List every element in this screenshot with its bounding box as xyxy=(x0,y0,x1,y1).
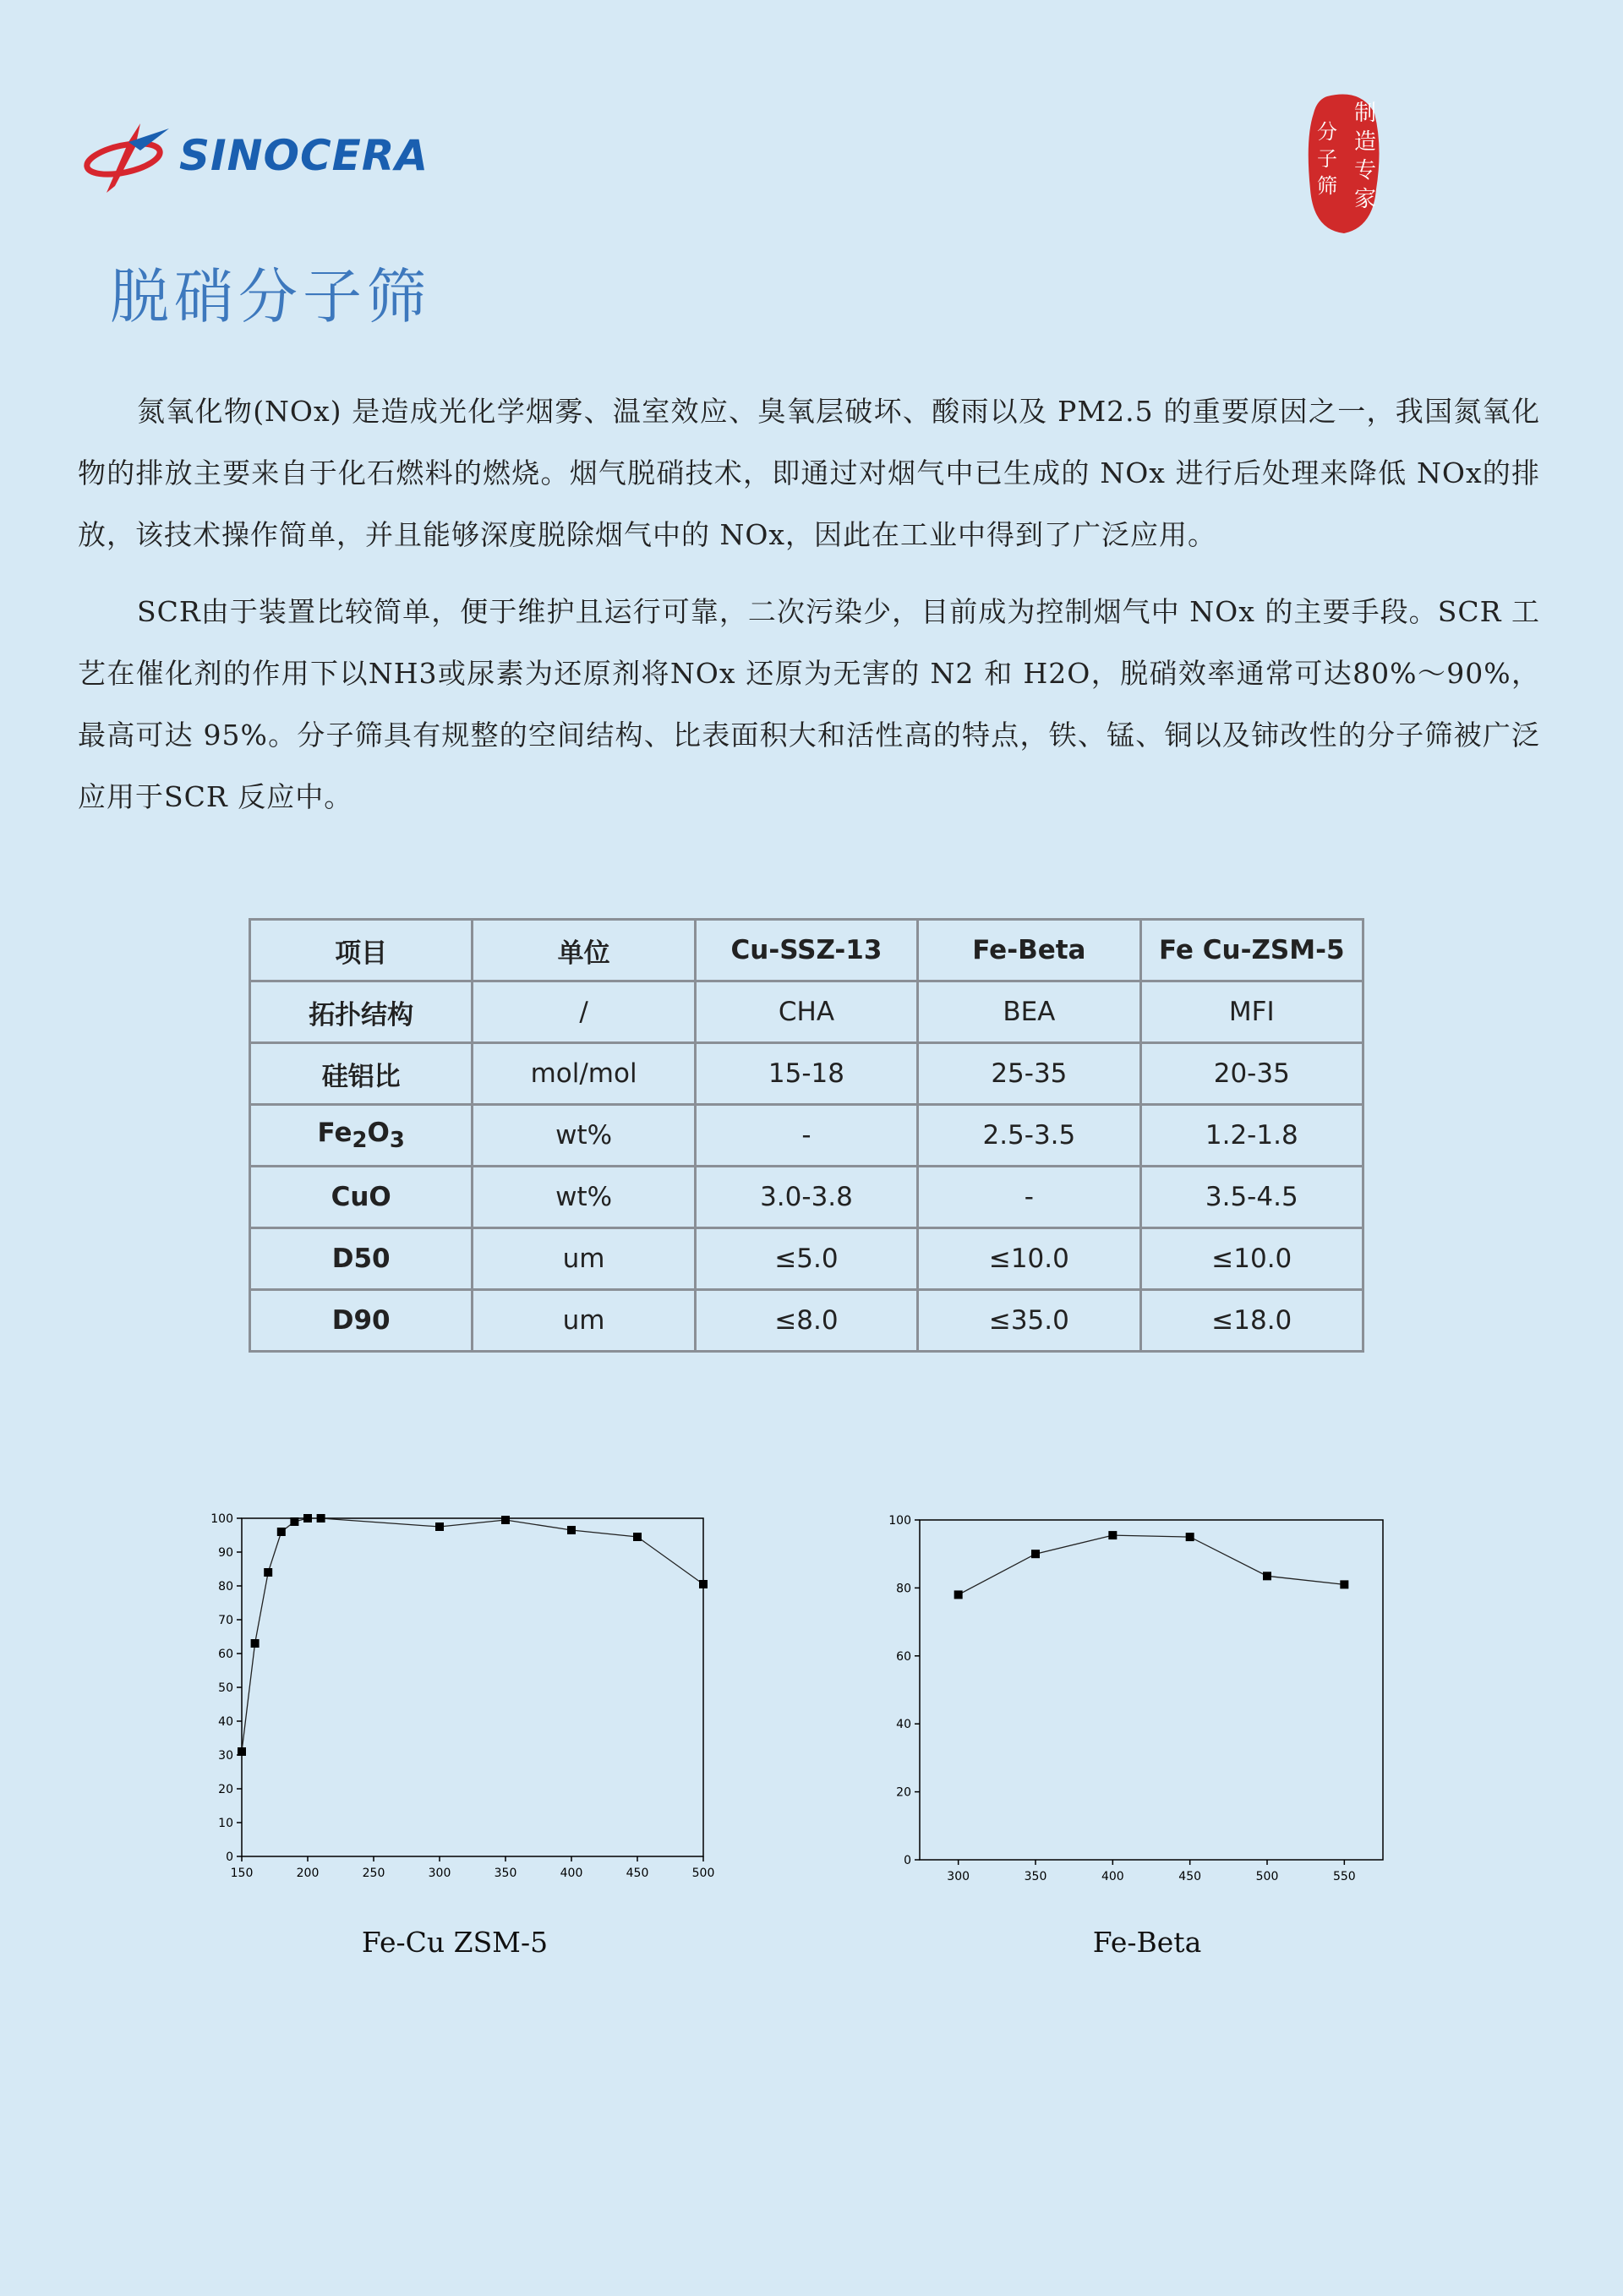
data-point xyxy=(303,1514,312,1522)
x-tick-label: 150 xyxy=(230,1867,254,1880)
table-cell: - xyxy=(695,1105,917,1167)
data-point xyxy=(567,1526,576,1534)
table-cell: 25-35 xyxy=(918,1043,1140,1105)
table-row-header: 硅铝比 xyxy=(250,1043,473,1105)
svg-text:专: 专 xyxy=(1354,158,1377,183)
table-cell: ≤5.0 xyxy=(695,1228,917,1290)
plot-frame xyxy=(920,1520,1383,1860)
table-cell: CHA xyxy=(695,981,917,1043)
y-tick-label: 30 xyxy=(218,1749,233,1763)
y-tick-label: 10 xyxy=(218,1817,233,1830)
table-header-cell: 单位 xyxy=(473,920,695,981)
y-tick-label: 100 xyxy=(888,1514,911,1528)
y-tick-label: 20 xyxy=(896,1785,911,1800)
x-tick-label: 350 xyxy=(494,1867,517,1880)
svg-text:造: 造 xyxy=(1354,129,1377,155)
table-cell: ≤10.0 xyxy=(1140,1228,1363,1290)
data-point xyxy=(264,1568,272,1577)
table-row xyxy=(250,1043,1363,1105)
table-cell: BEA xyxy=(918,981,1140,1043)
table-row-header: $Fe_2O_3$ xyxy=(250,1105,473,1167)
table-cell: 1.2-1.8 xyxy=(1140,1105,1363,1167)
logo-mark-icon xyxy=(81,117,174,194)
data-point xyxy=(501,1516,510,1524)
data-point xyxy=(238,1747,246,1756)
chart-caption-fe-beta: Fe-Beta xyxy=(1092,1926,1202,1959)
y-tick-label: 0 xyxy=(226,1850,233,1864)
spec-table xyxy=(249,918,1364,1353)
table-row xyxy=(250,1228,1363,1290)
x-tick-label: 450 xyxy=(1178,1870,1202,1883)
y-tick-label: 70 xyxy=(218,1614,233,1627)
data-point xyxy=(435,1522,444,1531)
data-point xyxy=(1031,1550,1040,1558)
svg-text:子: 子 xyxy=(1317,147,1337,171)
table-cell: / xyxy=(473,981,695,1043)
table-cell: ≤18.0 xyxy=(1140,1290,1363,1352)
x-tick-label: 400 xyxy=(560,1867,583,1880)
y-tick-label: 80 xyxy=(218,1580,233,1594)
table-row-header: CuO xyxy=(250,1167,473,1228)
table-cell: ≤35.0 xyxy=(918,1290,1140,1352)
chart-caption-fe-cu-zsm5: Fe-Cu ZSM-5 xyxy=(361,1926,549,1959)
table-row-header: 拓扑结构 xyxy=(250,981,473,1043)
sinocera-logo xyxy=(81,117,429,194)
table-header-cell: 项目 xyxy=(250,920,473,981)
intro-paragraph-1: 氮氧化物(NOx) 是造成光化学烟雾、温室效应、臭氧层破坏、酸雨以及 PM2.5 的重要原因之一，我国氮氧化物的排放主要来自于化石燃料的燃烧。烟气脱硝技术，即通过对烟气中已生成的 NOx 进行后处理来降低 NOx的排放，该技术操作简单，并且能够深度脱除烟气中的 NOx，因此在工业中得到了广泛应用。 xyxy=(78,395,1540,551)
x-tick-label: 550 xyxy=(1332,1870,1356,1883)
y-tick-label: 0 xyxy=(904,1854,911,1867)
table-cell: ≤8.0 xyxy=(695,1290,917,1352)
y-tick-label: 60 xyxy=(896,1649,911,1664)
table-cell: wt% xyxy=(473,1167,695,1228)
y-tick-label: 40 xyxy=(896,1718,911,1732)
logo-text: SINOCERA xyxy=(179,131,429,180)
table-cell: 3.5-4.5 xyxy=(1140,1167,1363,1228)
y-tick-label: 40 xyxy=(218,1715,233,1729)
intro-text xyxy=(78,380,1540,843)
data-point xyxy=(1108,1531,1117,1539)
table-cell: mol/mol xyxy=(473,1043,695,1105)
intro-paragraph-2: SCR由于装置比较简单，便于维护且运行可靠，二次污染少，目前成为控制烟气中 NOx 的主要手段。SCR 工艺在催化剂的作用下以NH3或尿素为还原剂将NOx 还原为无害的 N2 和 H2O，脱硝效率通常可达80%～90%，最高可达 95%。分子筛具有规整的空间结构、比表面积大和活性高的特点，铁、锰、铜以及铈改性的分子筛被广泛应用于SCR 反应中。 xyxy=(78,595,1540,813)
data-point xyxy=(954,1590,963,1599)
series-line xyxy=(959,1535,1345,1594)
data-point xyxy=(317,1514,325,1522)
data-point xyxy=(277,1528,286,1536)
table-cell: 20-35 xyxy=(1140,1043,1363,1105)
x-tick-label: 300 xyxy=(947,1870,970,1883)
chart-fe-cu-zsm5 xyxy=(196,1505,737,1897)
plot-frame xyxy=(242,1518,703,1856)
data-point xyxy=(633,1533,642,1541)
table-row xyxy=(250,1290,1363,1352)
table-cell: MFI xyxy=(1140,981,1363,1043)
table-cell: um xyxy=(473,1228,695,1290)
data-point xyxy=(1263,1572,1271,1580)
table-header-cell: Cu-SSZ-13 xyxy=(695,920,917,981)
y-tick-label: 100 xyxy=(210,1512,233,1526)
series-line xyxy=(242,1518,703,1752)
table-row-header: D90 xyxy=(250,1290,473,1352)
chart-fe-beta xyxy=(871,1506,1412,1899)
y-tick-label: 20 xyxy=(218,1783,233,1796)
table-cell: - xyxy=(918,1167,1140,1228)
x-tick-label: 250 xyxy=(362,1867,385,1880)
x-tick-label: 450 xyxy=(626,1867,649,1880)
data-point xyxy=(290,1517,298,1526)
x-tick-label: 350 xyxy=(1024,1870,1047,1883)
x-tick-label: 200 xyxy=(296,1867,320,1880)
table-row xyxy=(250,1105,1363,1167)
svg-text:分: 分 xyxy=(1317,120,1337,144)
table-row xyxy=(250,981,1363,1043)
svg-text:家: 家 xyxy=(1354,187,1377,212)
page-title: 脱硝分子筛 xyxy=(110,262,431,331)
data-point xyxy=(1340,1580,1348,1588)
table-cell: ≤10.0 xyxy=(918,1228,1140,1290)
table-cell: um xyxy=(473,1290,695,1352)
x-tick-label: 300 xyxy=(428,1867,451,1880)
table-cell: wt% xyxy=(473,1105,695,1167)
svg-text:筛: 筛 xyxy=(1317,174,1337,198)
data-point xyxy=(251,1639,260,1648)
y-tick-label: 90 xyxy=(218,1546,233,1560)
chart-svg xyxy=(871,1506,1412,1895)
data-point xyxy=(699,1580,708,1588)
table-header-cell: Fe-Beta xyxy=(918,920,1140,981)
table-row-header: D50 xyxy=(250,1228,473,1290)
table-header-cell: Fe Cu-ZSM-5 xyxy=(1140,920,1363,981)
x-tick-label: 400 xyxy=(1101,1870,1124,1883)
table-cell: 15-18 xyxy=(695,1043,917,1105)
x-tick-label: 500 xyxy=(691,1867,715,1880)
table-header-row xyxy=(250,920,1363,981)
table-cell: 3.0-3.8 xyxy=(695,1167,917,1228)
x-tick-label: 500 xyxy=(1255,1870,1279,1883)
table-cell: 2.5-3.5 xyxy=(918,1105,1140,1167)
svg-text:制: 制 xyxy=(1354,101,1377,126)
chart-svg xyxy=(196,1505,737,1894)
table-row xyxy=(250,1167,1363,1228)
data-point xyxy=(1186,1533,1194,1541)
seal-stamp xyxy=(1302,88,1386,243)
page-header xyxy=(0,0,1623,245)
y-tick-label: 50 xyxy=(218,1681,233,1695)
y-tick-label: 80 xyxy=(896,1582,911,1596)
y-tick-label: 60 xyxy=(218,1648,233,1661)
